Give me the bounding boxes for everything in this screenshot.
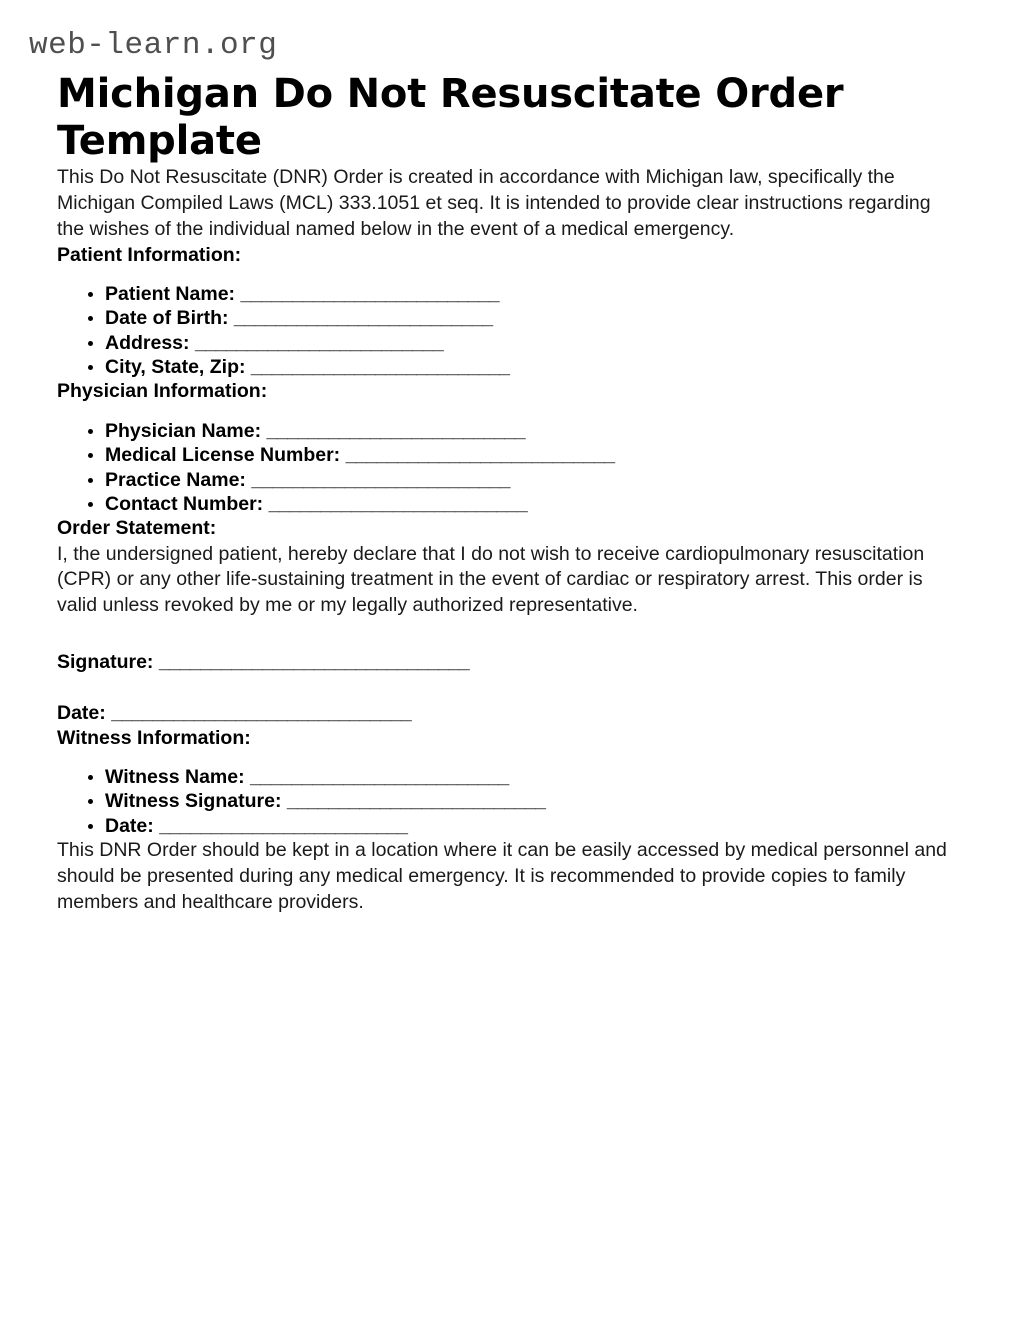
list-item bbox=[57, 331, 967, 355]
section-heading-physician-information: Physician Information: bbox=[57, 380, 268, 403]
date-label: Date: bbox=[57, 702, 106, 725]
section-heading-witness-information: Witness Information: bbox=[57, 726, 251, 749]
witness-information-field-list bbox=[57, 765, 967, 838]
document-content bbox=[57, 71, 967, 915]
page-title: Michigan Do Not Resuscitate Order Template bbox=[57, 71, 844, 165]
field-label: Patient Name: bbox=[105, 282, 236, 305]
signature-fill-in-blank[interactable]: ______________________________ bbox=[158, 650, 470, 673]
list-item bbox=[57, 789, 967, 813]
physician-information-field-list bbox=[57, 419, 967, 517]
date-row bbox=[57, 701, 967, 725]
fill-in-blank[interactable]: _________________________ bbox=[286, 790, 546, 813]
field-label: Date of Birth: bbox=[105, 307, 229, 330]
order-statement-paragraph: I, the undersigned patient, hereby declare that I do not wish to receive cardiopulmonary resuscitation (CPR) or any other life-sustaining treatment in the event of cardiac or respiratory arrest. This order is valid unless revoked by me or my legally authorized representative. bbox=[57, 542, 925, 617]
fill-in-blank[interactable]: ________________________ bbox=[159, 814, 408, 837]
list-item bbox=[57, 765, 967, 789]
field-label: Practice Name: bbox=[105, 468, 246, 491]
list-item bbox=[57, 282, 967, 306]
intro-paragraph: This Do Not Resuscitate (DNR) Order is created in accordance with Michigan law, specifically the Michigan Compiled Laws (MCL) 333.1051 et seq. It is intended to provide clear instructions regarding the wishes of the individual named below in the event of a medical emergency. bbox=[57, 166, 931, 240]
fill-in-blank[interactable]: _________________________ bbox=[266, 419, 526, 442]
field-label: City, State, Zip: bbox=[105, 356, 246, 379]
list-item bbox=[57, 419, 967, 443]
field-label: Contact Number: bbox=[105, 492, 264, 515]
field-label: Medical License Number: bbox=[105, 444, 341, 467]
fill-in-blank[interactable]: _________________________ bbox=[251, 468, 510, 491]
site-watermark: web-learn.org bbox=[29, 28, 278, 63]
field-label: Address: bbox=[105, 331, 190, 354]
field-label: Witness Name: bbox=[105, 765, 245, 788]
list-item bbox=[57, 306, 967, 330]
section-heading-order-statement: Order Statement: bbox=[57, 517, 217, 540]
fill-in-blank[interactable]: _________________________ bbox=[233, 307, 493, 330]
fill-in-blank[interactable]: _________________________ bbox=[250, 356, 510, 379]
date-fill-in-blank[interactable]: _____________________________ bbox=[111, 702, 412, 725]
fill-in-blank[interactable]: ________________________ bbox=[194, 331, 444, 354]
fill-in-blank[interactable]: _________________________ bbox=[240, 282, 500, 305]
list-item bbox=[57, 443, 967, 467]
field-label: Date: bbox=[105, 814, 154, 837]
patient-information-field-list bbox=[57, 282, 967, 380]
field-label: Physician Name: bbox=[105, 419, 262, 442]
list-item bbox=[57, 355, 967, 379]
section-heading-patient-information: Patient Information: bbox=[57, 243, 242, 266]
signature-label: Signature: bbox=[57, 650, 154, 673]
fill-in-blank[interactable]: __________________________ bbox=[345, 444, 615, 467]
list-item bbox=[57, 814, 967, 838]
field-label: Witness Signature: bbox=[105, 790, 282, 813]
list-item bbox=[57, 492, 967, 516]
fill-in-blank[interactable]: _________________________ bbox=[250, 765, 509, 788]
list-item bbox=[57, 468, 967, 492]
signature-row bbox=[57, 650, 967, 674]
fill-in-blank[interactable]: _________________________ bbox=[268, 492, 528, 515]
footer-paragraph: This DNR Order should be kept in a location where it can be easily accessed by medical personnel and should be presented during any medical emergency. It is recommended to provide copies to family members and healthcare providers. bbox=[57, 839, 947, 913]
